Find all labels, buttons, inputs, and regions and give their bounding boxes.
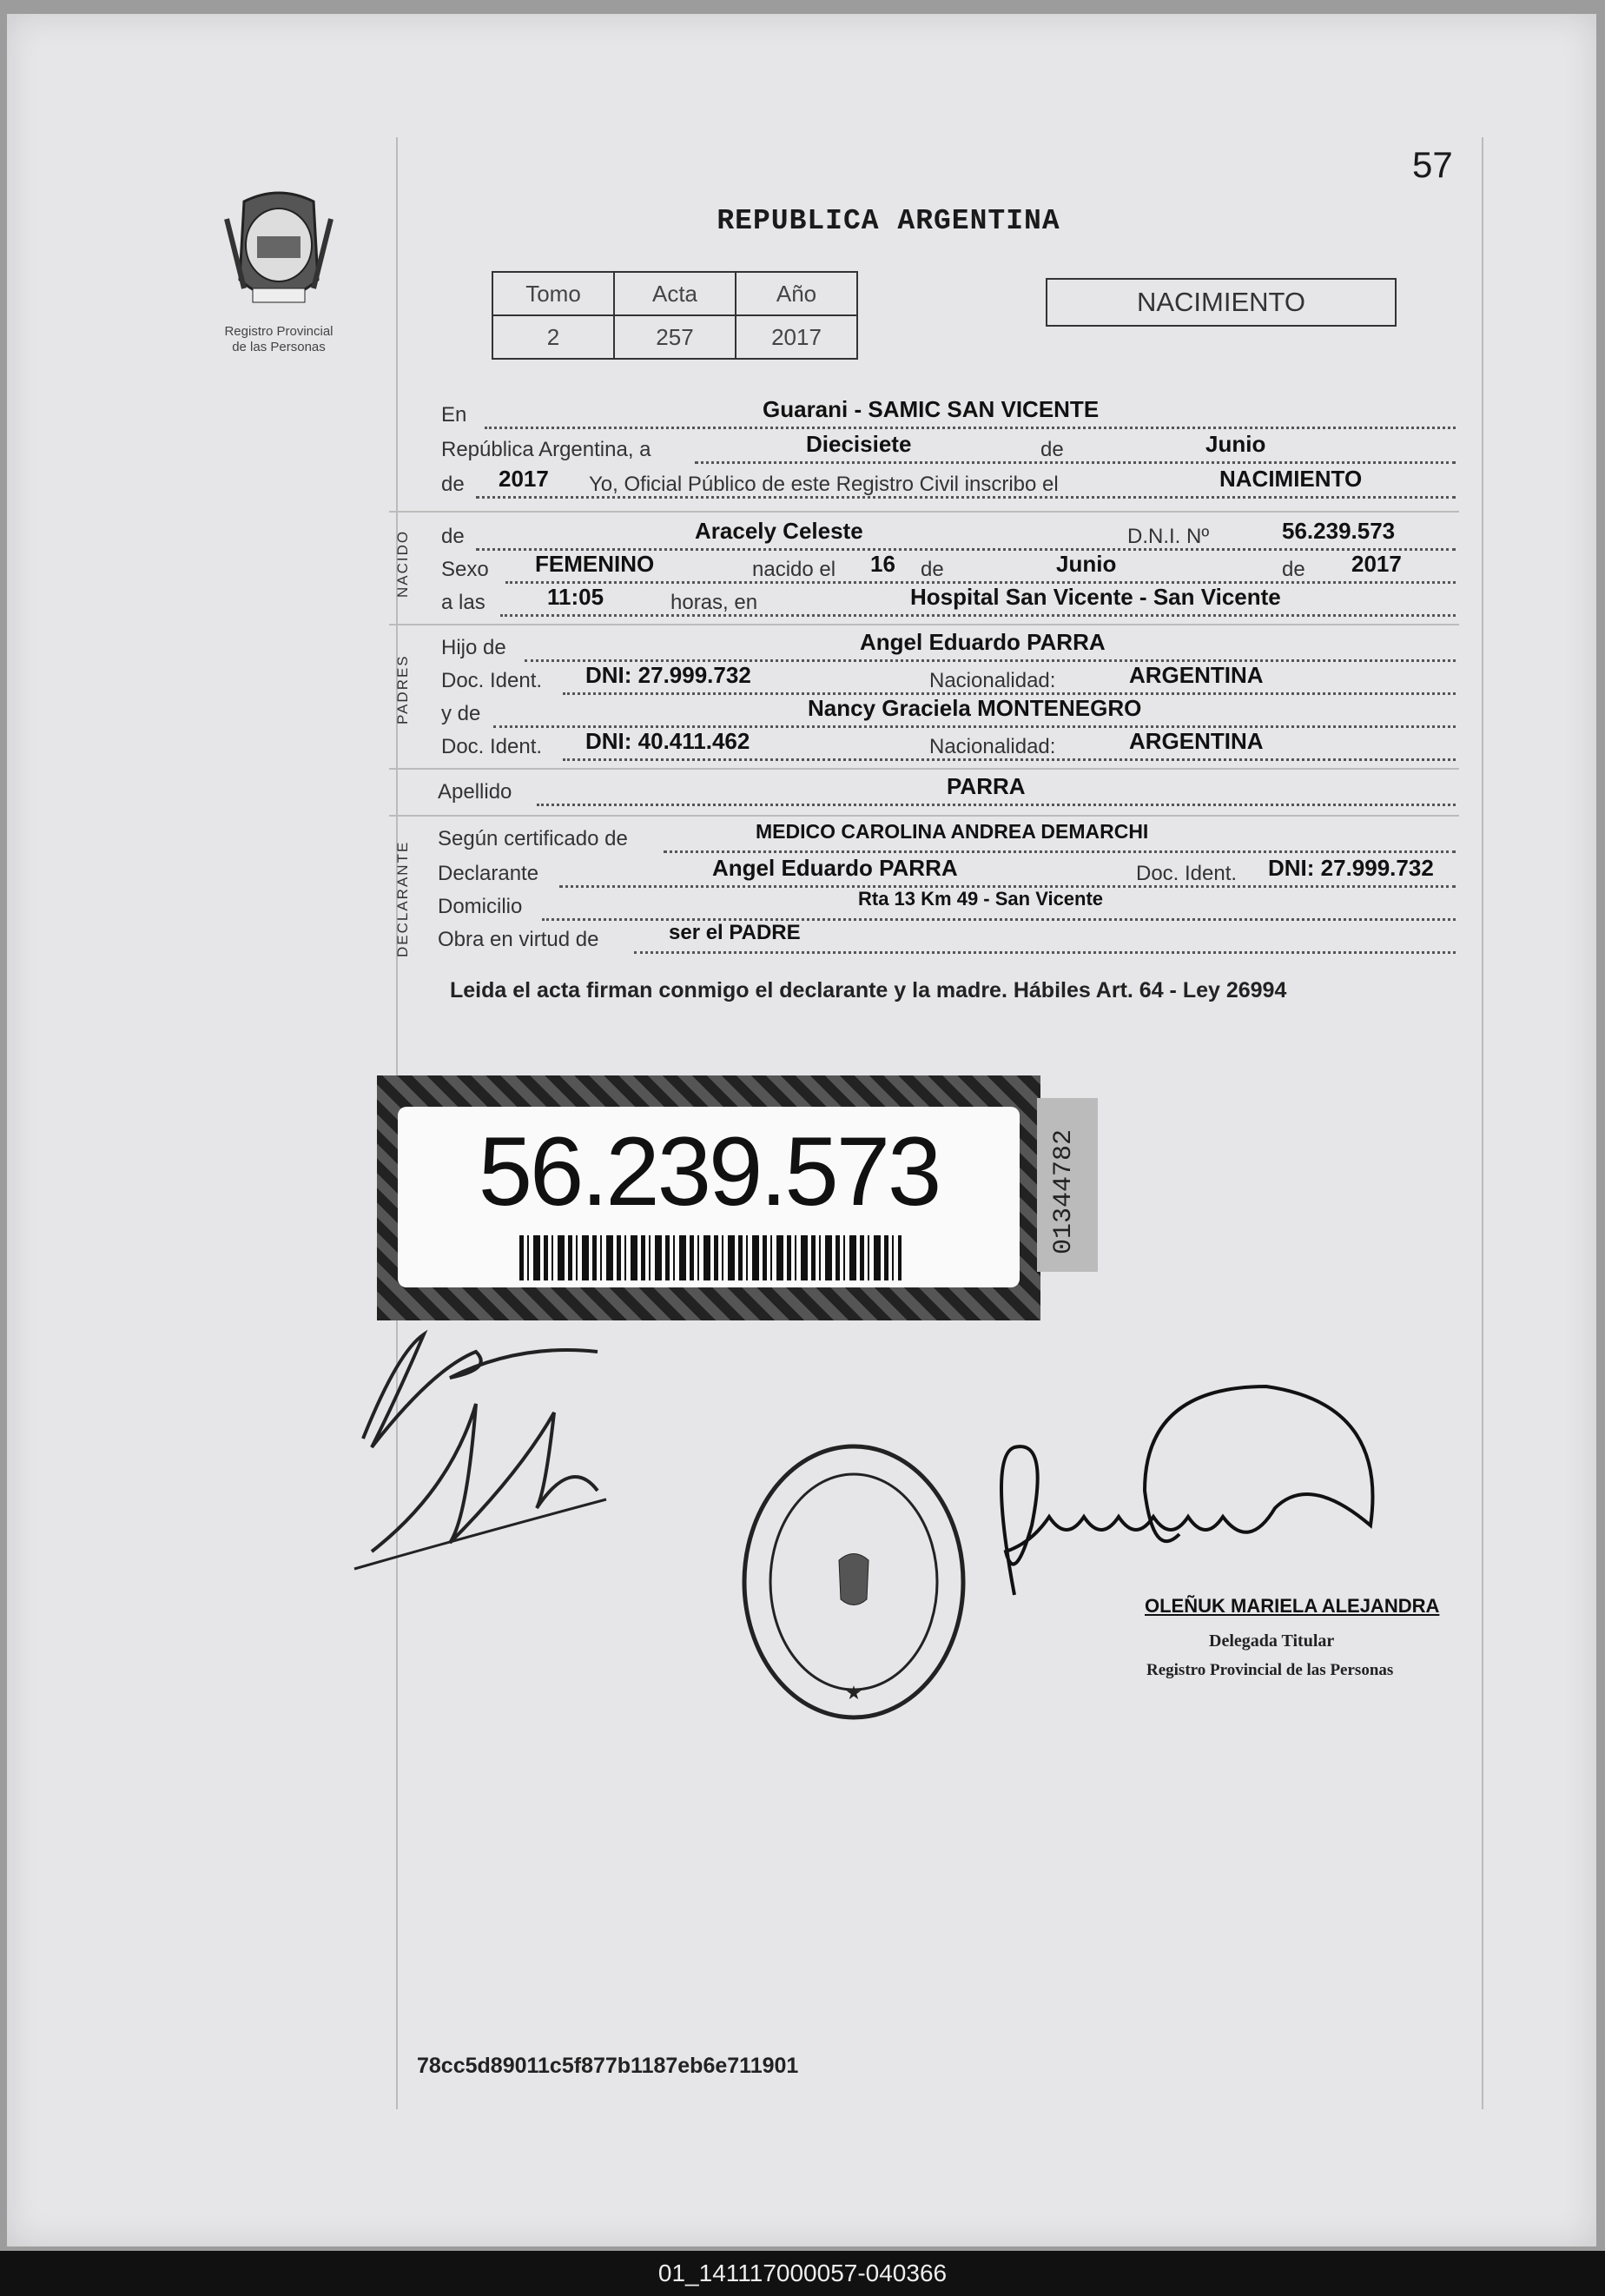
birth-year: 2017 (1351, 551, 1402, 577)
side-label-declarante: DECLARANTE (394, 840, 411, 957)
table-header-acta: Acta (614, 272, 736, 315)
declarante-value: Angel Eduardo PARRA (712, 855, 958, 881)
domicilio-label: Domicilio (438, 895, 523, 918)
en-value: Guarani - SAMIC SAN VICENTE (763, 396, 1100, 422)
birth-place: Hospital San Vicente - San Vicente (910, 584, 1281, 610)
en-label: En (441, 403, 467, 427)
mother-doc-label: Doc. Ident. (441, 735, 543, 758)
declarante-doc: DNI: 27.999.732 (1268, 855, 1434, 881)
document-hash: 78cc5d89011c5f877b1187eb6e711901 (417, 2054, 799, 2078)
mother-nationality-label: Nacionalidad: (929, 735, 1056, 758)
row-child (441, 518, 1456, 551)
logo-caption-line2: de las Personas (232, 340, 326, 354)
document-sheet (7, 14, 1596, 2246)
row-domicilio (438, 888, 1456, 921)
logo-caption (205, 324, 353, 355)
birth-day: 16 (870, 551, 895, 577)
nacido-label: nacido el (752, 558, 836, 581)
row-father (441, 629, 1456, 662)
row-date (441, 431, 1456, 464)
apellido-value: PARRA (947, 773, 1026, 799)
row-en (441, 396, 1456, 429)
mother-doc: DNI: 40.411.462 (585, 728, 750, 754)
row-hora (441, 584, 1456, 617)
child-name: Aracely Celeste (695, 518, 863, 544)
row-mother-doc (441, 728, 1456, 761)
row-year (441, 466, 1456, 499)
year-value: 2017 (499, 466, 549, 492)
a-las-label: a las (441, 591, 485, 614)
father-name: Angel Eduardo PARRA (860, 629, 1106, 655)
divider-nacido (389, 511, 1459, 513)
closing-text: Leida el acta firman conmigo el declarante y la madre. Hábiles Art. 64 - Ley 26994 (450, 978, 1287, 1002)
declarante-label: Declarante (438, 862, 539, 885)
y-de-label: y de (441, 702, 481, 725)
declarante-doc-label: Doc. Ident. (1136, 862, 1238, 885)
obra-label: Obra en virtud de (438, 928, 599, 951)
child-dni: 56.239.573 (1282, 518, 1396, 544)
official-office: Registro Provincial de las Personas (1146, 1661, 1394, 1679)
row-obra (438, 921, 1456, 954)
official-stamp-icon (736, 1439, 971, 1725)
signature-declarante-icon (346, 1317, 624, 1578)
obra-value: ser el PADRE (669, 921, 801, 944)
oficial-text: Yo, Oficial Público de este Registro Civil inscribo el (589, 473, 1059, 496)
table-value-tomo: 2 (492, 315, 614, 359)
table-value-acta: 257 (614, 315, 736, 359)
hijo-label: Hijo de (441, 636, 506, 659)
apellido-label: Apellido (438, 780, 512, 804)
barcode-icon (519, 1235, 902, 1280)
dni-sticker-number: 56.239.573 (478, 1117, 940, 1226)
row-mother (441, 695, 1456, 728)
row-father-doc (441, 662, 1456, 695)
republica-label: República Argentina, a (441, 438, 651, 461)
father-nationality-label: Nacionalidad: (929, 669, 1056, 692)
father-doc-label: Doc. Ident. (441, 669, 543, 692)
footer-code: 01_141117000057-040366 (0, 2251, 1605, 2296)
divider-padres (389, 624, 1459, 625)
table-header-anio: Año (736, 272, 857, 315)
father-nationality: ARGENTINA (1129, 662, 1264, 688)
mother-nationality: ARGENTINA (1129, 728, 1264, 754)
row-certificado (438, 820, 1456, 853)
nacido-de-label: de (441, 525, 465, 548)
row-apellido (438, 773, 1456, 806)
de-label: de (1040, 438, 1064, 461)
record-kind: NACIMIENTO (1219, 466, 1363, 492)
dni-sticker (377, 1075, 1040, 1320)
birth-de2: de (1282, 558, 1305, 581)
serial-number: 01344782 (1049, 1128, 1079, 1254)
certificado-label: Según certificado de (438, 827, 628, 850)
birth-de1: de (921, 558, 944, 581)
day-value: Diecisiete (806, 431, 912, 457)
certificado-value: MEDICO CAROLINA ANDREA DEMARCHI (756, 820, 1149, 843)
horas-label: horas, en (670, 591, 758, 614)
page-number: 57 (1412, 144, 1453, 185)
table-value-anio: 2017 (736, 315, 857, 359)
official-name: OLEÑUK MARIELA ALEJANDRA (1145, 1595, 1440, 1617)
table-header-tomo: Tomo (492, 272, 614, 315)
sexo-value: FEMENINO (535, 551, 655, 577)
dni-sticker-label (398, 1107, 1020, 1287)
birth-time: 11:05 (547, 584, 604, 610)
logo-caption-line1: Registro Provincial (224, 324, 334, 339)
serial-strip (1037, 1098, 1098, 1272)
divider-apellido (389, 768, 1459, 770)
official-title: Delegada Titular (1209, 1631, 1335, 1651)
record-table (492, 271, 858, 360)
record-type-box: NACIMIENTO (1046, 278, 1397, 327)
father-doc: DNI: 27.999.732 (585, 662, 751, 688)
row-declarante (438, 855, 1456, 888)
month-value: Junio (1205, 431, 1266, 457)
row-sexo (441, 551, 1456, 584)
side-label-padres: PADRES (394, 654, 411, 725)
svg-text:★: ★ (845, 1682, 862, 1704)
mother-name: Nancy Graciela MONTENEGRO (808, 695, 1142, 721)
document-title: REPUBLICA ARGENTINA (717, 205, 1060, 237)
domicilio-value: Rta 13 Km 49 - San Vicente (858, 888, 1104, 910)
sexo-label: Sexo (441, 558, 489, 581)
year-prefix: de (441, 473, 465, 496)
provincial-shield-icon (218, 184, 340, 314)
birth-month: Junio (1056, 551, 1117, 577)
dni-label: D.N.I. Nº (1127, 525, 1210, 548)
side-label-nacido: NACIDO (394, 529, 411, 598)
divider-declarante (389, 815, 1459, 817)
